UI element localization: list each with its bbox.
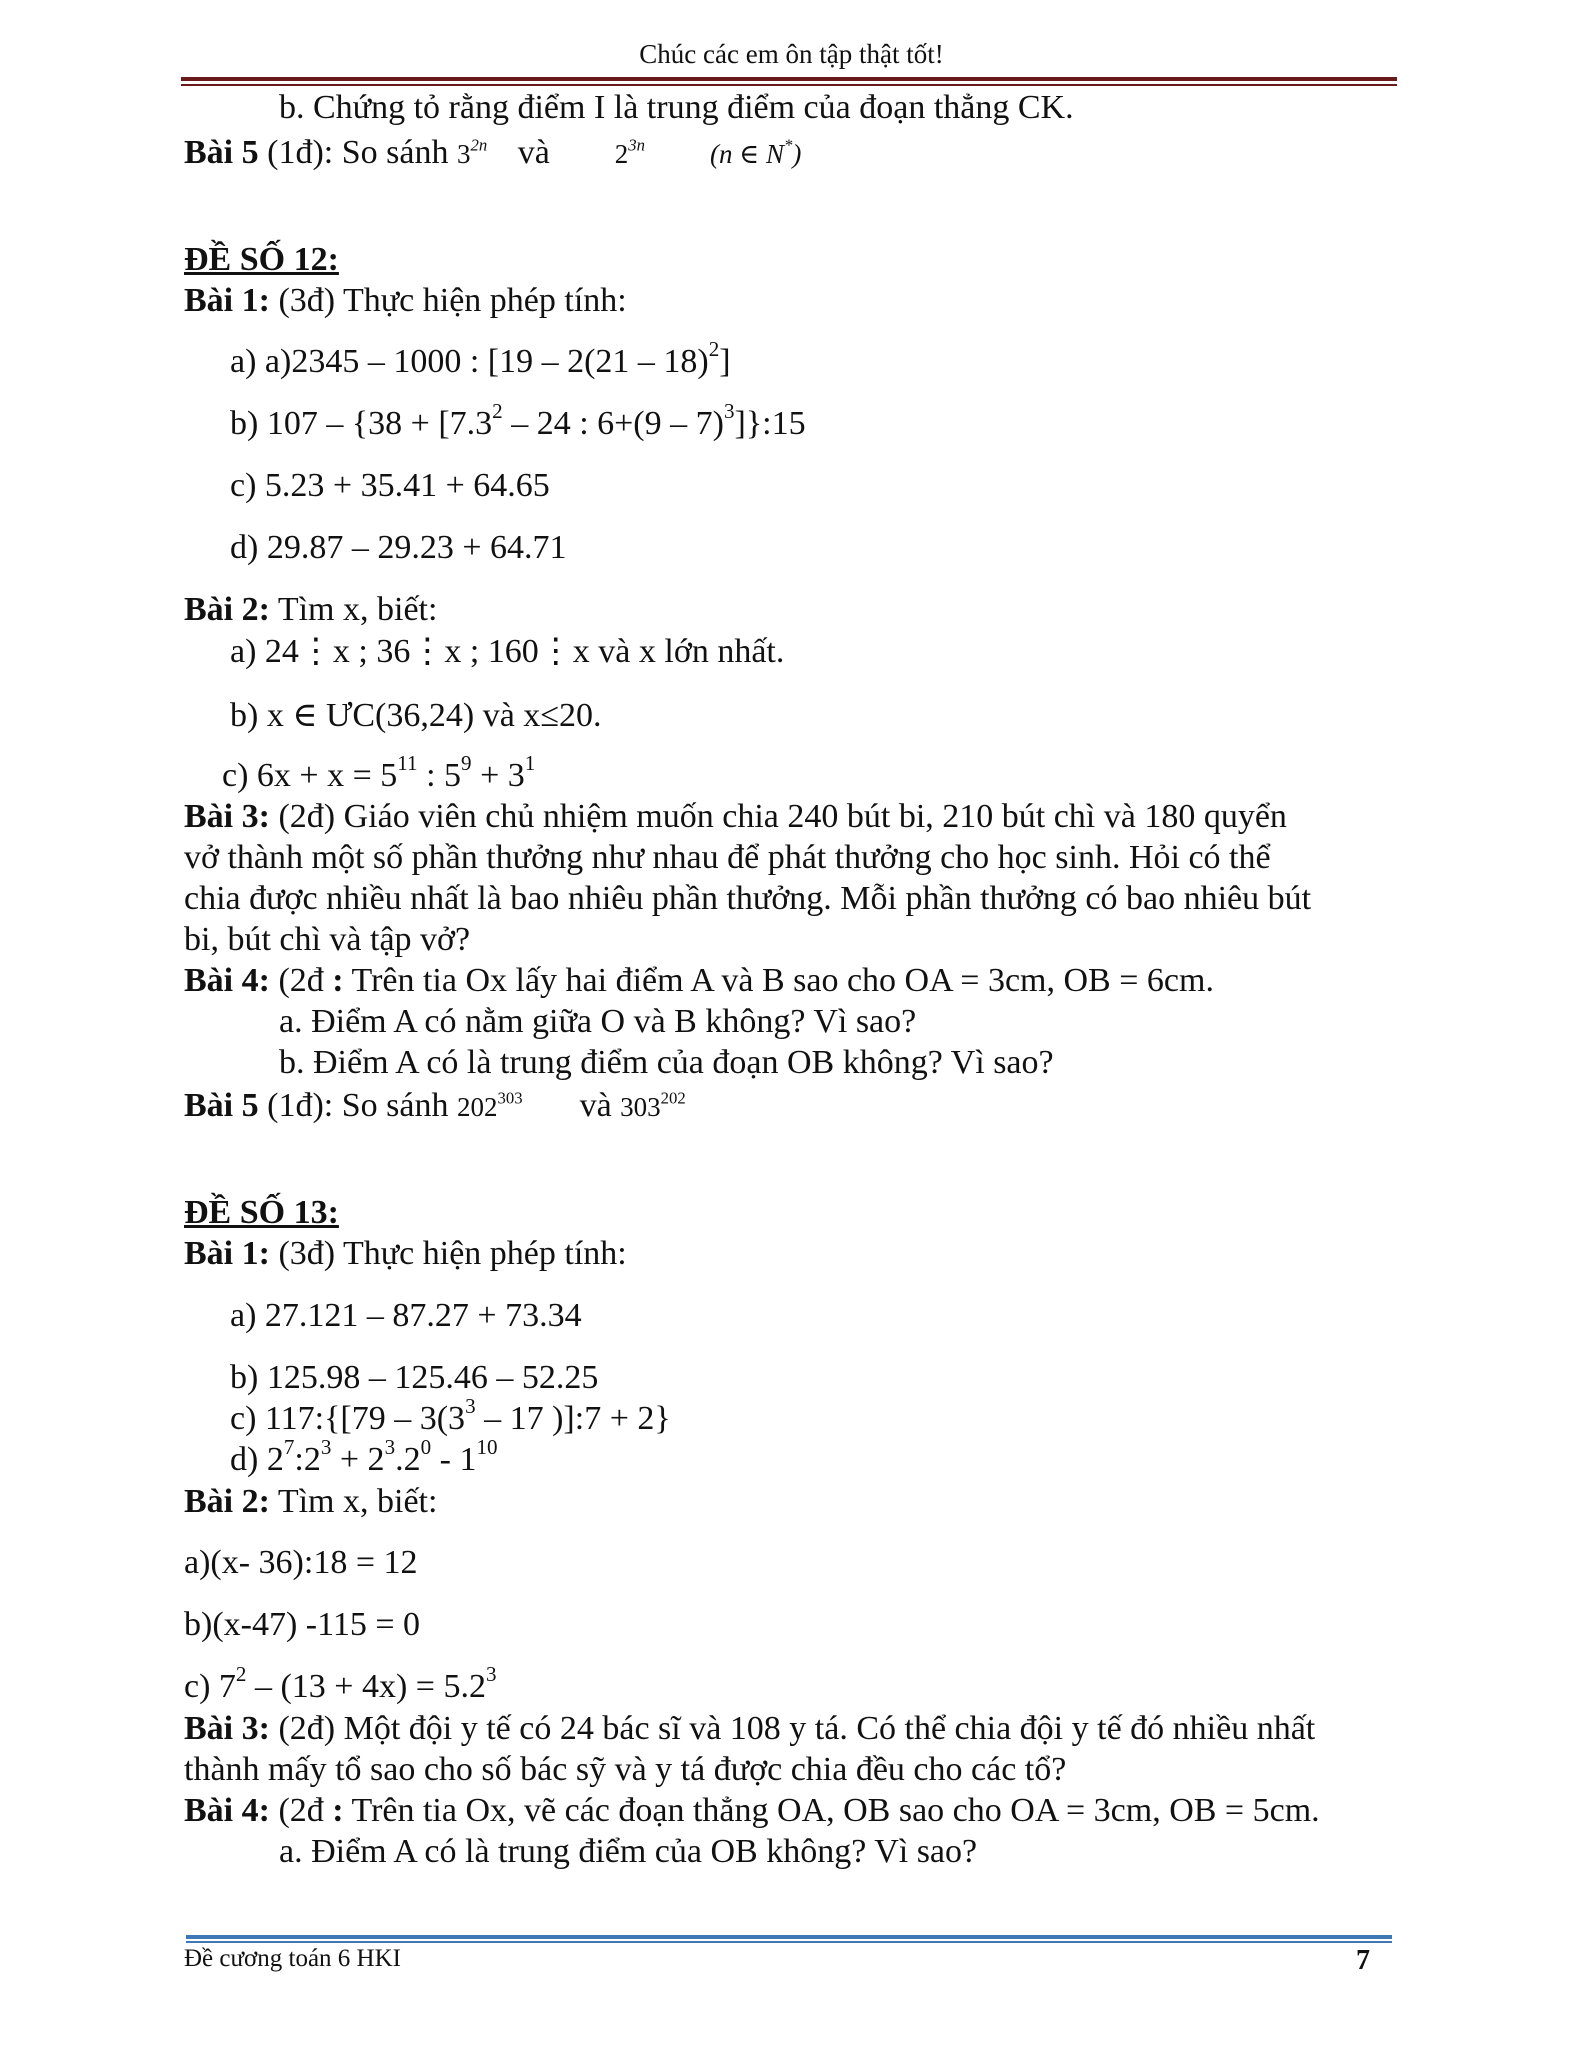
de12-bai1-b: b) $107 - \{38 + [7.3^2 - 24$ : 6+(9 – 7)$^3$]}:15: [230, 399, 806, 442]
power-303-202: $303^{202}$: [620, 1088, 686, 1122]
de12-bai1-a: a) a)2345 – 1000 : [19 – 2(21 – 18)$^2$]: [230, 337, 731, 380]
de12-bai4-b: b. Điểm A có là trung điểm của đoạn OB không? Vì sao?: [279, 1044, 1054, 1081]
power-3-2n: $3^{2n}$: [456, 135, 488, 169]
de13-bai1-b: b) 125.98 – 125.46 – 52.25: [230, 1359, 599, 1396]
de12-bai1-heading: Bài 1: (3đ) Thực hiện phép tính:: [184, 282, 627, 319]
de13-bai2-heading: Bài 2: Tìm x, biết:: [184, 1483, 438, 1520]
de12-bai3-line4: bi, bút chì và tập vở?: [184, 921, 471, 958]
de13-bai1-d: d) $2^7:2^3 + 2^3.2^0 - 1^{10}$: [230, 1435, 498, 1478]
de12-bai5: Bài 5 (1đ): So sánh $202^{303}$ và $303^{202}$: [184, 1087, 686, 1124]
de13-bai1-a: a) 27.121 – 87.27 + 73.34: [230, 1297, 582, 1334]
natural-number-condition: (n ∈ N*): [710, 135, 802, 169]
page-number: 7: [1356, 1945, 1370, 1976]
power-202-303: $202^{303}$: [456, 1088, 523, 1122]
de12-bai1-d: d) 29.87 – 29.23 + 64.71: [230, 529, 567, 566]
previous-exercise-part-b: b. Chứng tỏ rằng điểm I là trung điểm của đoạn thẳng CK.: [279, 89, 1074, 126]
de13-bai2-c: c) $7^2 - (13 + 4x) = 5.2^3$: [184, 1662, 497, 1705]
section-title-de-13: ĐỀ SỐ 13:: [184, 1194, 339, 1231]
de13-bai2-b: b)(x-47) -115 = 0: [184, 1606, 421, 1643]
de12-bai3-line1: Bài 3: (2đ) Giáo viên chủ nhiệm muốn chia 240 bút bi, 210 bút chì và 180 quyển: [184, 798, 1287, 835]
de13-bai2-a: a)(x- 36):18 = 12: [184, 1544, 418, 1581]
de12-bai3-line3: chia được nhiều nhất là bao nhiêu phần thưởng. Mỗi phần thưởng có bao nhiêu bút: [184, 880, 1312, 917]
de12-bai2-heading: Bài 2: Tìm x, biết:: [184, 591, 438, 628]
de13-bai1-c: c) 117:{[79 – $3(3^3 - 17$ )]:7 + 2}: [230, 1394, 671, 1437]
de12-bai2-a: a) 24⋮x ; 36⋮x ; 160⋮x và x lớn nhất.: [230, 633, 785, 670]
de12-bai4-heading: Bài 4: (2đ : Trên tia Ox lấy hai điểm A và B sao cho OA = 3cm, OB = 6cm.: [184, 962, 1214, 999]
section-title-de-12: ĐỀ SỐ 12:: [184, 241, 339, 278]
de12-bai2-c: c) $6x + x = 5^{11}$ : $5^9 + 3^1$: [222, 751, 536, 794]
de13-bai4-heading: Bài 4: (2đ : Trên tia Ox, vẽ các đoạn thẳng OA, OB sao cho OA = 3cm, OB = 5cm.: [184, 1792, 1320, 1829]
de13-bai1-heading: Bài 1: (3đ) Thực hiện phép tính:: [184, 1235, 627, 1272]
footer-title: Đề cương toán 6 HKI: [184, 1945, 401, 1972]
previous-bai5: Bài 5 (1đ): So sánh $3^{2n}$ và $2^{3n}$ (n ∈ N*): [184, 134, 802, 171]
de13-bai4-a: a. Điểm A có là trung điểm của OB không? Vì sao?: [279, 1833, 978, 1870]
power-2-3n: $2^{3n}$: [614, 135, 646, 169]
de12-bai2-b: b) x ∈ ƯC(36,24) và x≤20.: [230, 697, 602, 734]
de13-bai3-line1: Bài 3: (2đ) Một đội y tế có 24 bác sĩ và 108 y tá. Có thể chia đội y tế đó nhiều nhất: [184, 1710, 1316, 1747]
page-header: Chúc các em ôn tập thật tốt!: [639, 39, 944, 69]
de12-bai1-c: c) 5.23 + 35.41 + 64.65: [230, 467, 550, 504]
footer-rule: [186, 1935, 1392, 1939]
de12-bai3-line2: vở thành một số phần thưởng như nhau để phát thưởng cho học sinh. Hỏi có thể: [184, 839, 1271, 876]
de12-bai4-a: a. Điểm A có nằm giữa O và B không? Vì sao?: [279, 1003, 917, 1040]
header-rule-thin: [181, 84, 1397, 86]
de13-bai3-line2: thành mấy tổ sao cho số bác sỹ và y tá được chia đều cho các tổ?: [184, 1751, 1067, 1788]
header-rule: [181, 77, 1397, 81]
